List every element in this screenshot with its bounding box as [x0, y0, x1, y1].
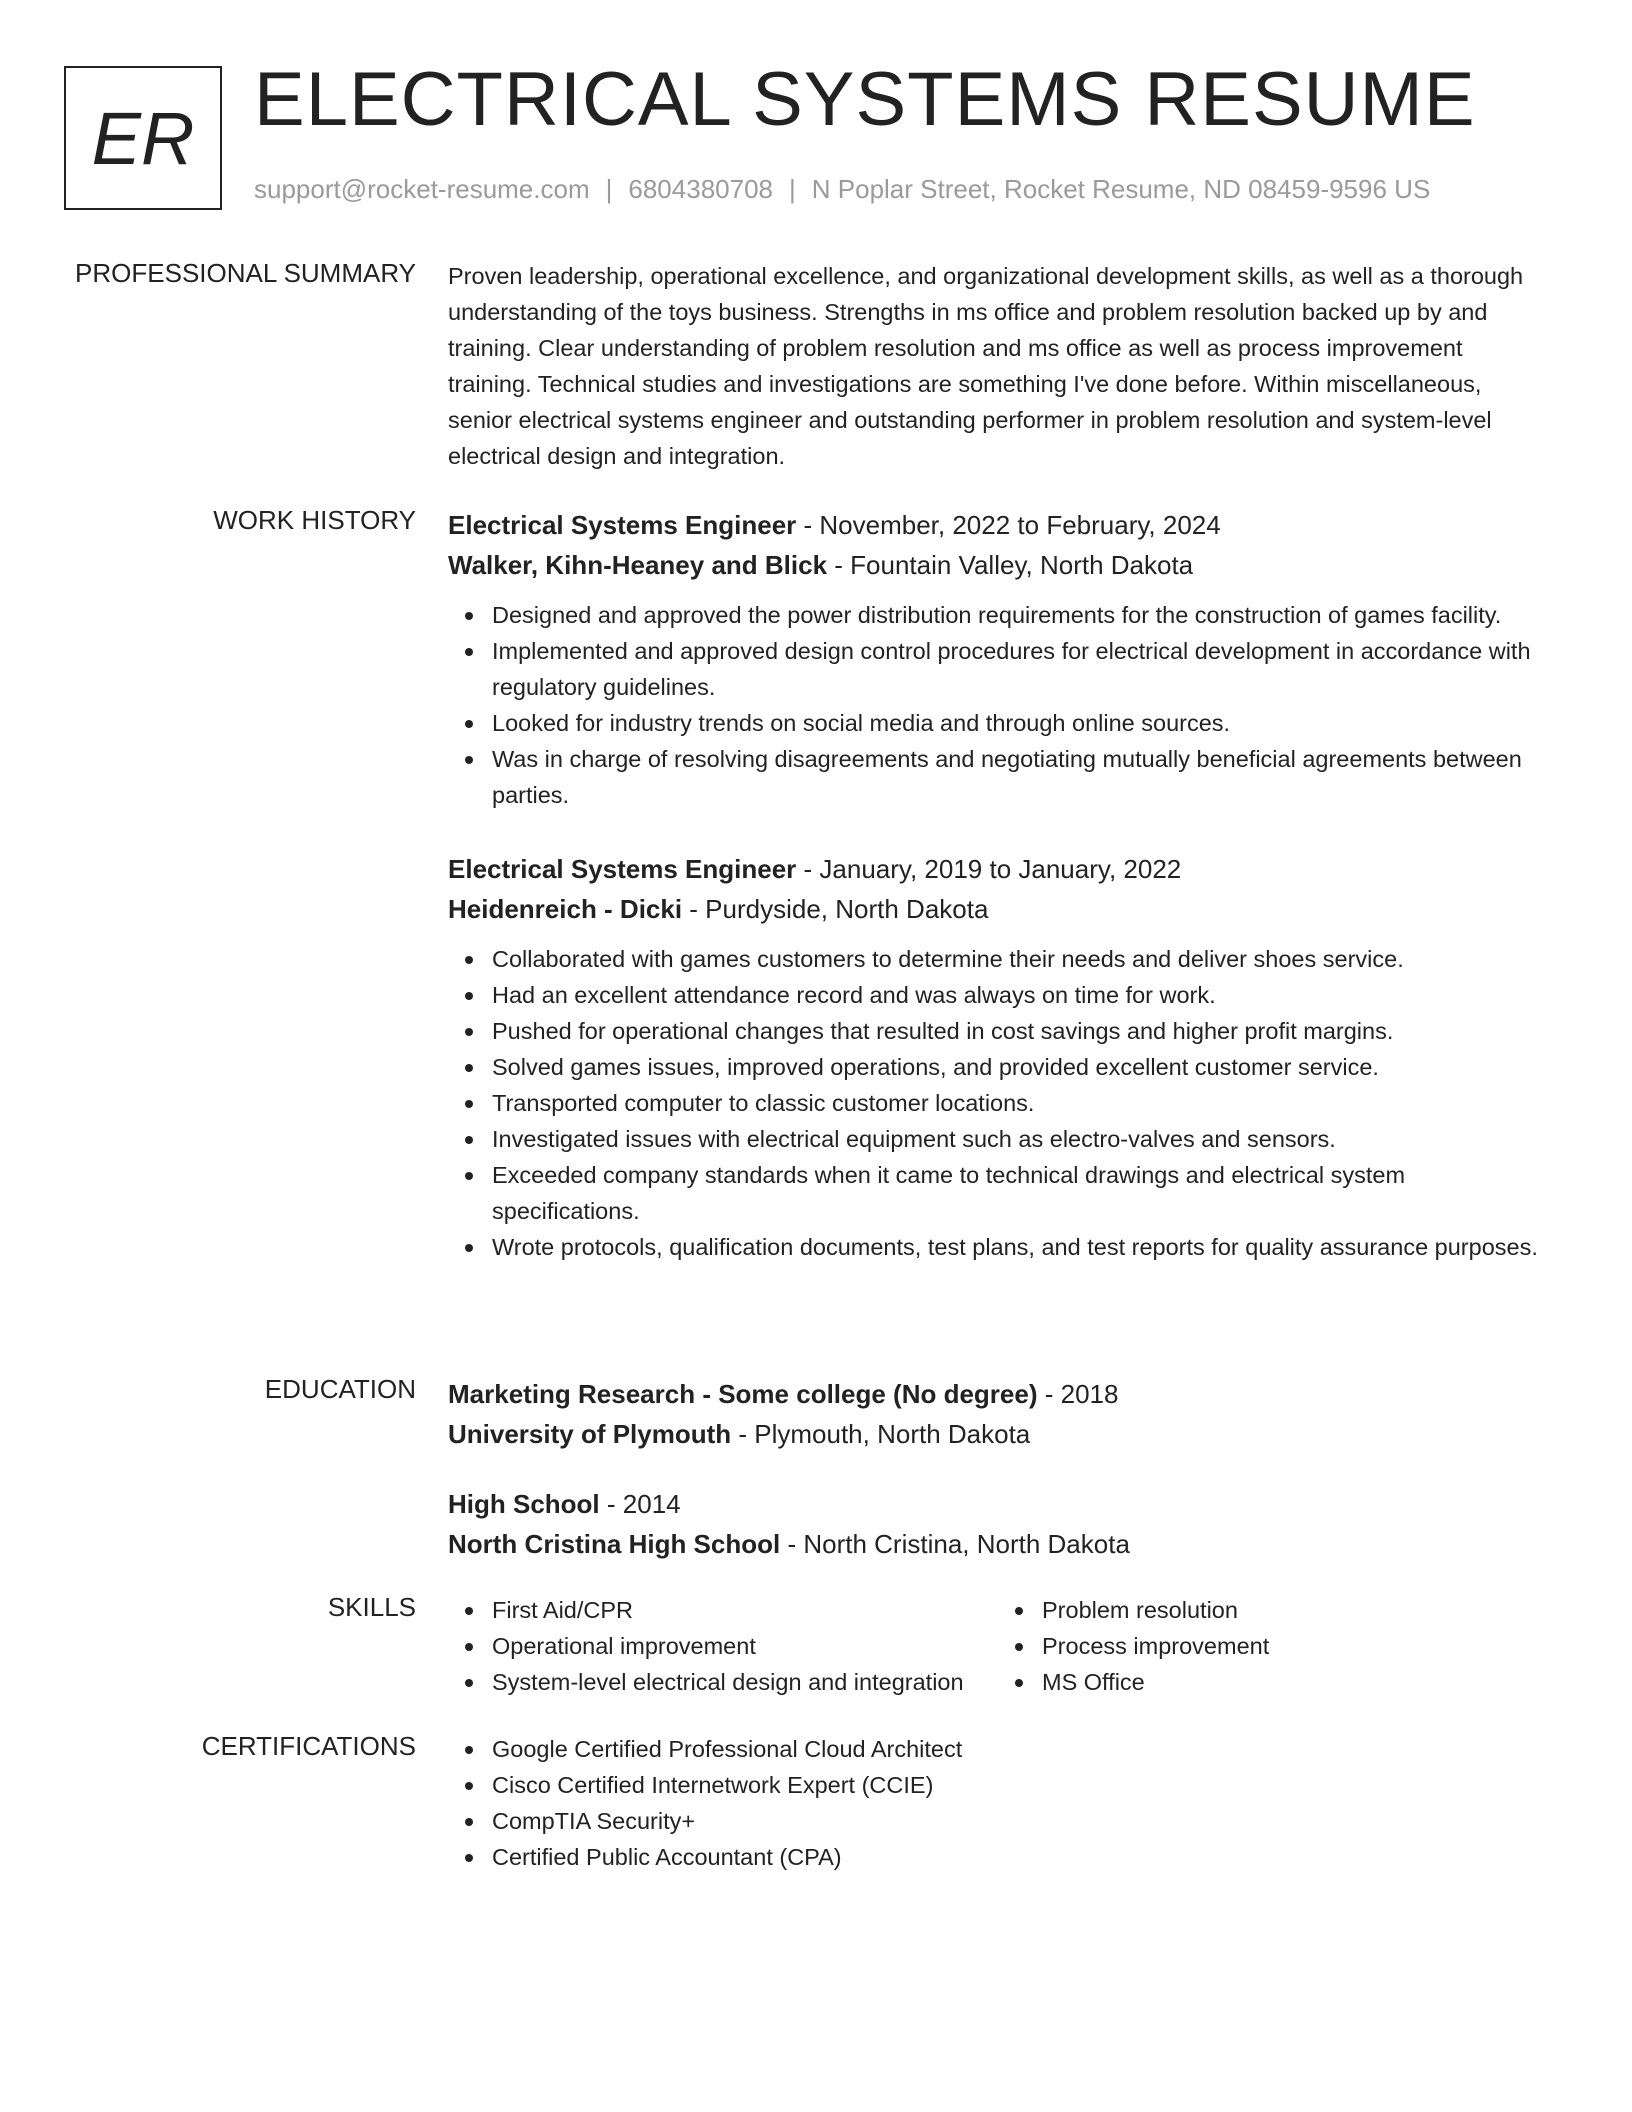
job-entry — [448, 505, 1548, 813]
degree: High School — [448, 1489, 600, 1519]
job-company-line — [448, 545, 1548, 585]
job-title: Electrical Systems Engineer — [448, 854, 797, 884]
job-bullet: Looked for industry trends on social media and through online sources. — [448, 705, 1548, 741]
certification-item: Certified Public Accountant (CPA) — [448, 1839, 1548, 1875]
job-bullet: Implemented and approved design control procedures for electrical development in accordance with regulatory guidelines. — [448, 633, 1548, 705]
degree-year: - 2014 — [599, 1489, 681, 1519]
skill-item: First Aid/CPR — [448, 1592, 998, 1628]
contact-separator: | — [789, 174, 796, 204]
education-heading: EDUCATION — [264, 1374, 416, 1404]
school: North Cristina High School — [448, 1529, 781, 1559]
education-entry — [448, 1484, 1548, 1564]
job-title-line — [448, 849, 1548, 889]
work-history-heading: WORK HISTORY — [213, 505, 416, 535]
contact-separator: | — [605, 174, 613, 204]
job-title-line — [448, 505, 1548, 545]
job-bullet: Transported computer to classic customer locations. — [448, 1085, 1548, 1121]
certification-item: Google Certified Professional Cloud Architect — [448, 1731, 1548, 1767]
contact-email: support@rocket-resume.com — [254, 174, 590, 204]
job-bullet: Wrote protocols, qualification documents, test plans, and test reports for quality assurance purposes. — [448, 1229, 1548, 1265]
school-location: - North Cristina, North Dakota — [780, 1529, 1130, 1559]
skill-item: Process improvement — [998, 1628, 1269, 1664]
education-entry — [448, 1374, 1548, 1454]
work-history-body — [448, 505, 1548, 1301]
job-bullet: Pushed for operational changes that resulted in cost savings and higher profit margins. — [448, 1013, 1548, 1049]
job-bullets — [448, 941, 1548, 1265]
job-location: - Purdyside, North Dakota — [682, 894, 989, 924]
job-location: - Fountain Valley, North Dakota — [827, 550, 1194, 580]
resume-title: ELECTRICAL SYSTEMS RESUME — [254, 57, 1476, 142]
education-body — [448, 1374, 1548, 1594]
skills-column — [998, 1592, 1269, 1700]
skills-heading: SKILLS — [327, 1592, 416, 1622]
school-location: - Plymouth, North Dakota — [731, 1419, 1031, 1449]
certification-item: Cisco Certified Internetwork Expert (CCIE) — [448, 1767, 1548, 1803]
job-entry — [448, 849, 1548, 1265]
job-title: Electrical Systems Engineer — [448, 510, 797, 540]
skills-body — [448, 1592, 1548, 1700]
skill-item: MS Office — [998, 1664, 1269, 1700]
job-bullet: Designed and approved the power distribution requirements for the construction of games facility. — [448, 597, 1548, 633]
job-bullet: Solved games issues, improved operations, and provided excellent customer service. — [448, 1049, 1548, 1085]
job-company-line — [448, 889, 1548, 929]
job-bullet: Collaborated with games customers to determine their needs and deliver shoes service. — [448, 941, 1548, 977]
certification-item: CompTIA Security+ — [448, 1803, 1548, 1839]
skill-item: System-level electrical design and integration — [448, 1664, 998, 1700]
contact-phone: 6804380708 — [628, 174, 773, 204]
degree-line — [448, 1484, 1548, 1524]
contact-address: N Poplar Street, Rocket Resume, ND 08459-9596 US — [811, 174, 1431, 204]
job-bullet: Was in charge of resolving disagreements and negotiating mutually beneficial agreements between parties. — [448, 741, 1548, 813]
degree: Marketing Research - Some college (No degree) — [448, 1379, 1038, 1409]
job-company: Heidenreich - Dicki — [448, 894, 683, 924]
certifications-heading: CERTIFICATIONS — [201, 1731, 416, 1761]
summary-text: Proven leadership, operational excellence, and organizational development skills, as well as a thorough understanding of the toys business. Strengths in ms office and problem resolution backed up by and training. Clear understanding of problem resolution and ms office as well as process improvement training. Technical studies and investigations are something I've done before. Within miscellaneous, senior electrical systems engineer and outstanding performer in problem resolution and system-level electrical design and integration. — [448, 263, 1524, 469]
skills-grid — [448, 1592, 1548, 1700]
monogram-text: ER — [91, 96, 195, 180]
school: University of Plymouth — [448, 1419, 732, 1449]
contact-line — [254, 174, 1430, 205]
job-dates: - November, 2022 to February, 2024 — [796, 510, 1221, 540]
summary-heading: PROFESSIONAL SUMMARY — [75, 258, 416, 288]
job-bullets — [448, 597, 1548, 813]
skills-column — [448, 1592, 998, 1700]
certifications-body — [448, 1731, 1548, 1875]
degree-line — [448, 1374, 1548, 1414]
monogram-logo — [64, 66, 222, 210]
job-bullet: Investigated issues with electrical equipment such as electro-valves and sensors. — [448, 1121, 1548, 1157]
school-line — [448, 1524, 1548, 1564]
school-line — [448, 1414, 1548, 1454]
degree-year: - 2018 — [1037, 1379, 1119, 1409]
certifications-list — [448, 1731, 1548, 1875]
skill-item: Problem resolution — [998, 1592, 1269, 1628]
job-company: Walker, Kihn-Heaney and Blick — [448, 550, 828, 580]
job-bullet: Had an excellent attendance record and was always on time for work. — [448, 977, 1548, 1013]
skill-item: Operational improvement — [448, 1628, 998, 1664]
job-dates: - January, 2019 to January, 2022 — [796, 854, 1182, 884]
job-bullet: Exceeded company standards when it came to technical drawings and electrical system specifications. — [448, 1157, 1548, 1229]
